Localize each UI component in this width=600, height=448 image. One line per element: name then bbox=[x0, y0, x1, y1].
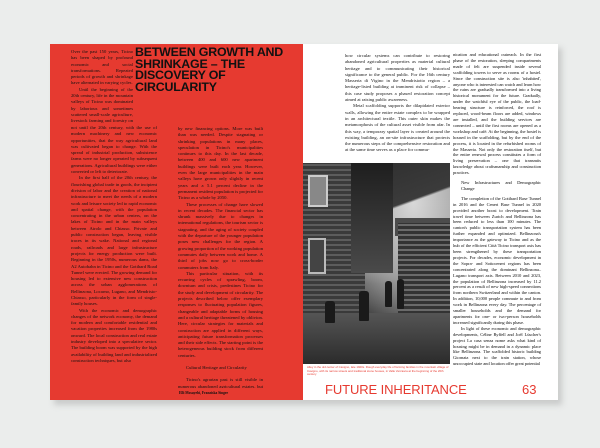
paragraph: Until the beginning of the 20th century, life in the mountain valleys of Ticino was dominated by laborious and sometimes scattered small-scale agriculture, livestock farming and forestry on bbox=[71, 86, 133, 124]
paragraph: Over the past 150 years, Ticino has been shaped by profound economic and social transformations. Repeated periods of growth and shrinkage have alternated in varying cycles. bbox=[71, 49, 133, 86]
paragraph: not until the 20th century, with the use of modern machinery and new economic opportunities, that the way agricultural land was cultivated began to change. With the spread of industrial production, subsistence farms were no longer operated by subsequent generations. Agricultural buildings were either converted or left to deteriorate. bbox=[71, 125, 157, 175]
page-number: 63 bbox=[522, 382, 537, 397]
article-headline: BETWEEN GROWTH AND SHRINKAGE – THE DISCOVERY OF CIRCULARITY bbox=[135, 45, 284, 94]
right-column-1 bbox=[345, 53, 450, 160]
right-page bbox=[303, 44, 558, 400]
left-column-1 bbox=[71, 125, 157, 387]
paragraph: This particular situation, with its recurring cycles of sprawling, boom, downturn and crisis, predestines Ticino for the study and development of circularity. The projects described below offer exemplary responses to fluctuating population figures, changeable and adaptable forms of housing and a cultural heritage threatened by oblivion. Here, circular strategies for materials and construction are applied in different ways, anticipating future transformation processes and their side effects. The starting point is the heterogeneous building stock from different centuries. bbox=[178, 270, 263, 358]
paragraph: how circular systems can contribute to restoring abandoned agricultural properties as material cultural heritage and to communicating their historical significance to the general public. For the 16th century Masseria di Vigino in the Mendrisiotto region – a heritage-listed building at imminent risk of collapse – this case study proposes a phased restoration concept aimed at raising public awareness. bbox=[345, 53, 450, 103]
paragraph: Ticino's agrarian past is still visible in numerous abandoned agricultural estates, but bbox=[178, 377, 263, 388]
byline: Elli Mosayebi, Franziska Singer bbox=[179, 391, 229, 395]
right-column-2 bbox=[453, 52, 541, 367]
paragraph: nication and educational outreach. In the first phase of the restoration, sleeping compartments made of felt are suspended inside several scaffolding towers to serve as rooms of a hostel. Since the construction site is also 'inhabited', anyone who is interested can watch and learn how the ruins are gradually transformed into a living historical monument for the future. Gradually, under the watchful eye of the public, the load-bearing structure is reinforced, the roof is replaced, wood-beam floors are added, windows are installed, and the building services are connected – until the first rooms are opened as a workshop and café. At the beginning, the hostel is housed in the scaffolding, but by the end of the process, it is located in the refurbished rooms of the Masseria. Not only the restoration itself, but the entire renewal process constitutes a form of living preservation – one that transmits knowledge about craftsmanship and construction practices. bbox=[453, 52, 541, 176]
left-column-1-top bbox=[71, 49, 133, 125]
historic-village-photo bbox=[303, 163, 450, 364]
left-column-2 bbox=[178, 126, 263, 388]
paragraph: In light of these economic and demographic developments, Céline Ryffell and Joël Lüscher's project La casa senza nome asks what kind of housing might be in demand in a dynamic place like Bellinzona. The scaffolded historic building Giornata next to the train station, whose unoccupied state and location offer great potential bbox=[453, 325, 541, 367]
paragraph: With the economic and demographic changes of the network economy, the demand for modern and comfortable residential and vacation properties increased from the 1980s onward. The local construction and real estate industry developed into a speculative sector. The building boom was supported by the high availability of building land and industrialized construction techniques, but also bbox=[71, 307, 157, 363]
paragraph: These processes of change have slowed in recent decades. The financial sector has shrunk massively due to changes in international regulations, the tourism sector is stagnating, and the aging of society coupled with the departure of the younger population poses new challenges for the region. A growing proportion of the working population commutes daily between work and home. A third of jobs now go to cross-border commuters from Italy. bbox=[178, 201, 263, 270]
photo-caption: Alley in the old center of Cavigno, late 1920s. Rough everyday life of farming families in the mountain village of Cavigno, with its narrow streets and traditional stone houses, in Valle Verzasca at the beginning of the 20th century bbox=[307, 365, 449, 377]
running-footer-title: FUTURE INHERITANCE bbox=[325, 382, 467, 397]
section-subheading: Cultural Heritage and Circularity bbox=[186, 364, 247, 370]
paragraph: Metal scaffolding supports the dilapidated exterior walls, allowing the entire estate complex to be wrapped in an architectural textile. This outer skin makes the metamorphosis of the cultural asset visible from afar. In this way, a temporary spatial layer is created around the existing building, an on-site infrastructure that protects the numerous steps of the comprehensive restoration and at the same time serves as a place for commu- bbox=[345, 103, 450, 153]
paragraph: The completion of the Gotthard Base Tunnel in 2016 and the Ceneri Base Tunnel in 2020 provided another boost to development. Train travel time between Zurich and Bellinzona has been reduced to less than 100 minutes. The canton's public transportation system has been further expanded and optimized. Bellinzona's importance as the gateway to Ticino and as the hub of the efficient Città Ticino transport axis has been strengthened by these transportation projects. For decades, economic development in the Sopra- and Sottoceneri regions has been concentrated along the dominant Bellinzona–Lugano transport axis. Between 2010 and 2023, the population of Bellinzona increased by 11.2 percent as a result of new high-speed connections from northern Switzerland and within the canton. In addition, 10,000 people commute to and from work in Bellinzona every day. The percentage of smaller households and the demand for apartments for one- or two-person households increased significantly during this phase. bbox=[453, 195, 541, 325]
left-page bbox=[50, 44, 303, 400]
paragraph: by new financing options. More was built than was needed. Despite stagnating or shrinking populations in many places, speculation in Ticino's municipalities continues to this day. In the last decade, between 400 and 600 new apartment buildings were built each year. However, even the large municipalities in the main valleys have grown only slightly in recent years and a 5.1 percent decline in the permanent resident population is projected for Ticino as a whole by 2050. bbox=[178, 126, 263, 201]
section-subheading: New Infrastructures and Demographic Change bbox=[461, 180, 541, 191]
paragraph: In the first half of the 20th century, the flourishing global trade in goods, the incipient division of labor and the creation of national infrastructure to meet the needs of a modern work and leisure society led to rapid economic and spatial change, with the population concentrating in the urban centers, on the lakes of Ticino and in the main valleys between Airolo and Chiasso. Private and public construction began, leaving visible traces in its wake. National and regional roads, railroads and large infrastructure projects for energy production were built. Beginning in the 1950s, numerous dams, the A2 Autobahn in Ticino and the Gotthard Road Tunnel were erected. The growing demand for housing led to extensive new construction across the urban agglomerations of Bellinzona, Locarno, Lugano, and Mendrisio-Chiasso, particularly in the form of single-family houses. bbox=[71, 175, 157, 307]
